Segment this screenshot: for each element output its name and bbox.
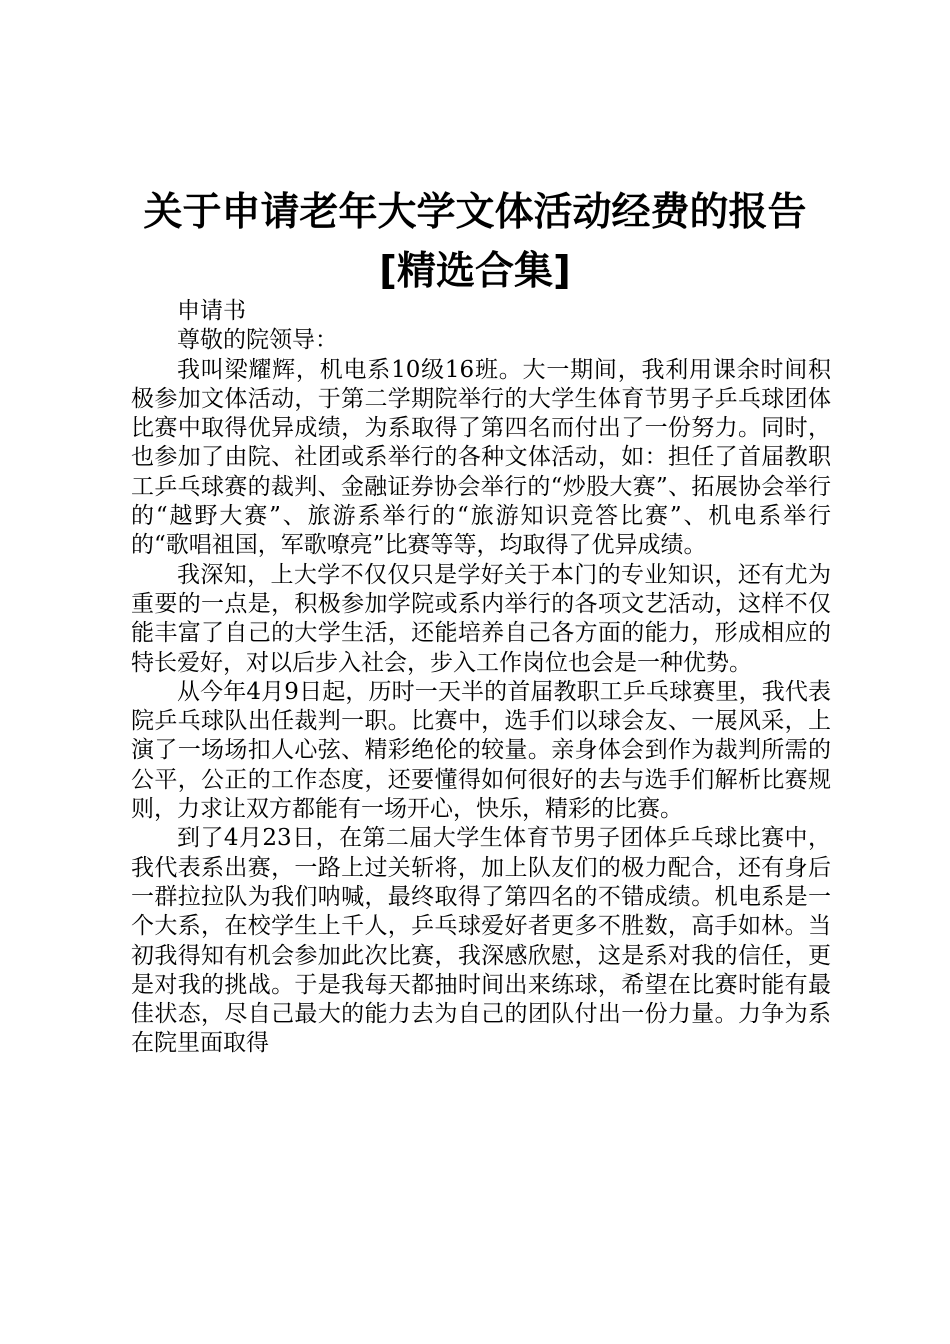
document-heading: 申请书: [177, 298, 246, 324]
document-body: [131, 297, 831, 1059]
salutation: 尊敬的院领导：: [177, 327, 338, 354]
document-title: 关于申请老年大学文体活动经费的报告[精选合集]: [143, 190, 807, 294]
body-paragraph: 我深知，上大学不仅仅只是学好关于本门的专业知识，还有尤为重要的一点是，积极参加学院或系内举行的各项文艺活动，这样不仅能丰富了自己的大学生活，还能培养自己各方面的能力，形成相应的特长爱好，对以后步入社会，步入工作岗位也会是一种优势。: [131, 561, 831, 676]
body-paragraph: 到了4月23日，在第二届大学生体育节男子团体乒乓球比赛中，我代表系出赛，一路上过关斩将，加上队友们的极力配合，还有身后一群拉拉队为我们呐喊，最终取得了第四名的不错成绩。机电系是一个大系，在校学生上千人，乒乓球爱好者更多不胜数，高手如林。当初我得知有机会参加此次比赛，我深感欣慰，这是系对我的信任，更是对我的挑战。于是我每天都抽时间出来练球，希望在比赛时能有最佳状态，尽自己最大的能力去为自己的团队付出一份力量。力争为系在院里面取得: [131, 825, 831, 1057]
body-paragraph: 从今年4月9日起，历时一天半的首届教职工乒乓球赛里，我代表院乒乓球队出任裁判一职。比赛中，选手们以球会友、一展风采，上演了一场场扣人心弦、精彩绝伦的较量。亲身体会到作为裁判所需的公平，公正的工作态度，还要懂得如何很好的去与选手们解析比赛规则，力求让双方都能有一场开心，快乐，精彩的比赛。: [131, 678, 831, 823]
body-paragraph: 我叫梁耀辉，机电系10级16班。大一期间，我利用课余时间积极参加文体活动，于第二学期院举行的大学生体育节男子乒乓球团体比赛中取得优异成绩，为系取得了第四名而付出了一份努力。同时，也参加了由院、社团或系举行的各种文体活动，如：担任了首届教职工乒乓球赛的裁判、金融证券协会举行的“炒股大赛”、拓展协会举行的“越野大赛”、旅游系举行的“旅游知识竞答比赛”、机电系举行的“歌唱祖国，军歌嘹亮”比赛等等，均取得了优异成绩。: [131, 356, 831, 559]
